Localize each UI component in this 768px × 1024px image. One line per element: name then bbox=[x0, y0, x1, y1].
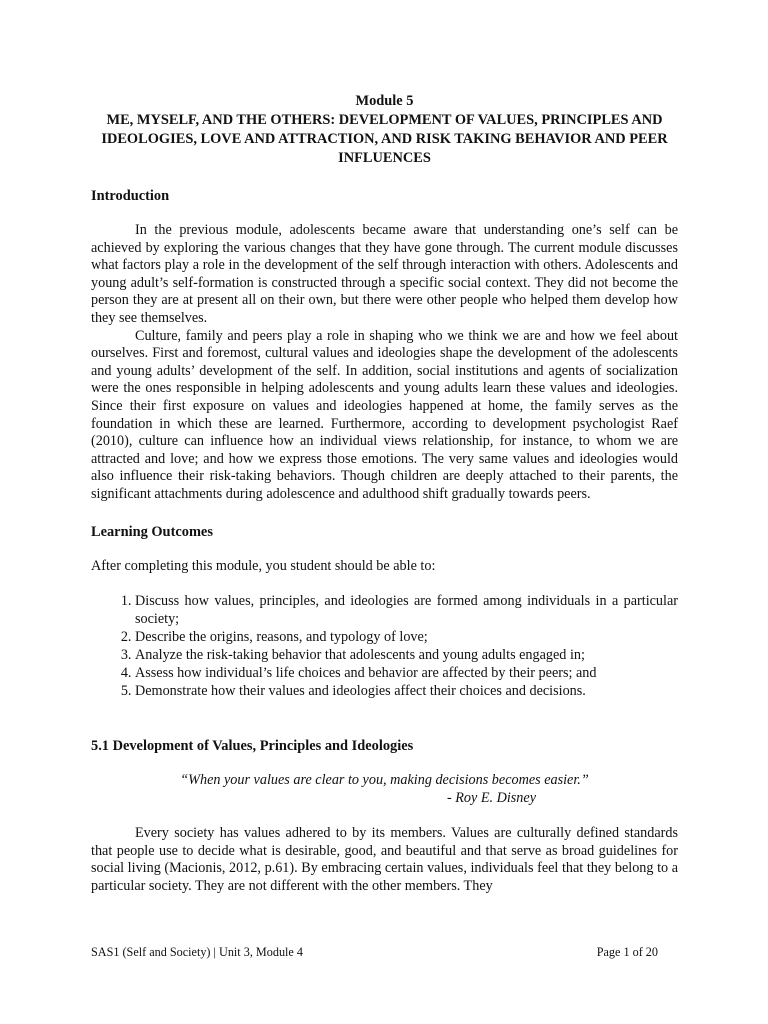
section-spacer bbox=[91, 807, 678, 825]
section-5-1-paragraph: Every society has values adhered to by its members. Values are culturally defined standards that people use to decide what is desirable, good, and beautiful and that serve as broad guidelines for social living (Macionis, 2012, p.61). By embracing certain values, individuals feel that they belong to a particular society. They are not different with the other members. They bbox=[91, 825, 678, 895]
section-spacer bbox=[91, 700, 678, 718]
introduction-paragraph-2: Culture, family and peers play a role in shaping who we think we are and how we feel about ourselves. First and foremost, cultural values and ideologies shape the development of the adolescents and young adults’ development of the self. In addition, social institutions and agents of socialization were the ones responsible in helping adolescents and young adults learn these values and ideologies. Since their first exposure on values and ideologies happened at home, the family serves as the foundation in which these are learned. Furthermore, according to development psychologist Raef (2010), culture can influence how an individual views relationship, for instance, to whom we are attracted and love; and how we express those emotions. The very same values and ideologies would also influence their risk-taking behaviors. Though children are deeply attached to their parents, the significant attachments during adolescence and adulthood shift gradually towards peers. bbox=[91, 327, 678, 502]
epigraph-quote: “When your values are clear to you, making decisions becomes easier.” bbox=[180, 772, 589, 789]
footer-course: SAS1 (Self and Society) | Unit 3, Module 4 bbox=[91, 945, 303, 959]
page-content bbox=[91, 92, 678, 896]
section-5-1-heading: 5.1 Development of Values, Principles and Ideologies bbox=[91, 738, 414, 755]
learning-outcome-item: 5. Demonstrate how their values and ideologies affect their choices and decisions. bbox=[135, 682, 678, 700]
introduction-paragraph-1: In the previous module, adolescents became aware that understanding one’s self can be achieved by exploring the various changes that they have gone through. The current module discusses what factors play a role in the development of the self through interaction with others. Adolescents and young adult’s self-formation is constructed through a specific social context. They did not become the person they are at present all on their own, but there were other people who helped them develop how they see themselves. bbox=[91, 222, 678, 326]
learning-outcomes-list bbox=[91, 592, 678, 700]
module-header bbox=[91, 92, 678, 168]
introduction-heading: Introduction bbox=[91, 188, 170, 204]
learning-outcome-item: 3. Analyze the risk-taking behavior that adolescents and young adults engaged in; bbox=[135, 646, 678, 664]
learning-outcome-item: 2. Describe the origins, reasons, and typology of love; bbox=[135, 628, 678, 646]
module-title: ME, MYSELF, AND THE OTHERS: DEVELOPMENT OF VALUES, PRINCIPLES AND IDEOLOGIES, LOVE AND ATTRACTION, AND RISK TAKING BEHAVIOR AND PEER INFLUENCES bbox=[101, 112, 668, 166]
module-number: Module 5 bbox=[355, 93, 414, 109]
learning-outcomes-heading: Learning Outcomes bbox=[91, 523, 213, 540]
epigraph-author: - Roy E. Disney bbox=[446, 789, 536, 806]
learning-outcome-item: 1. Discuss how values, principles, and ideologies are formed among individuals in a particular society; bbox=[135, 592, 678, 628]
page-footer bbox=[91, 944, 658, 960]
footer-page-number: Page 1 of 20 bbox=[596, 945, 658, 959]
learning-outcome-item: 4. Assess how individual’s life choices and behavior are affected by their peers; and bbox=[135, 664, 678, 682]
learning-outcomes-lead: After completing this module, you student should be able to: bbox=[91, 557, 436, 574]
